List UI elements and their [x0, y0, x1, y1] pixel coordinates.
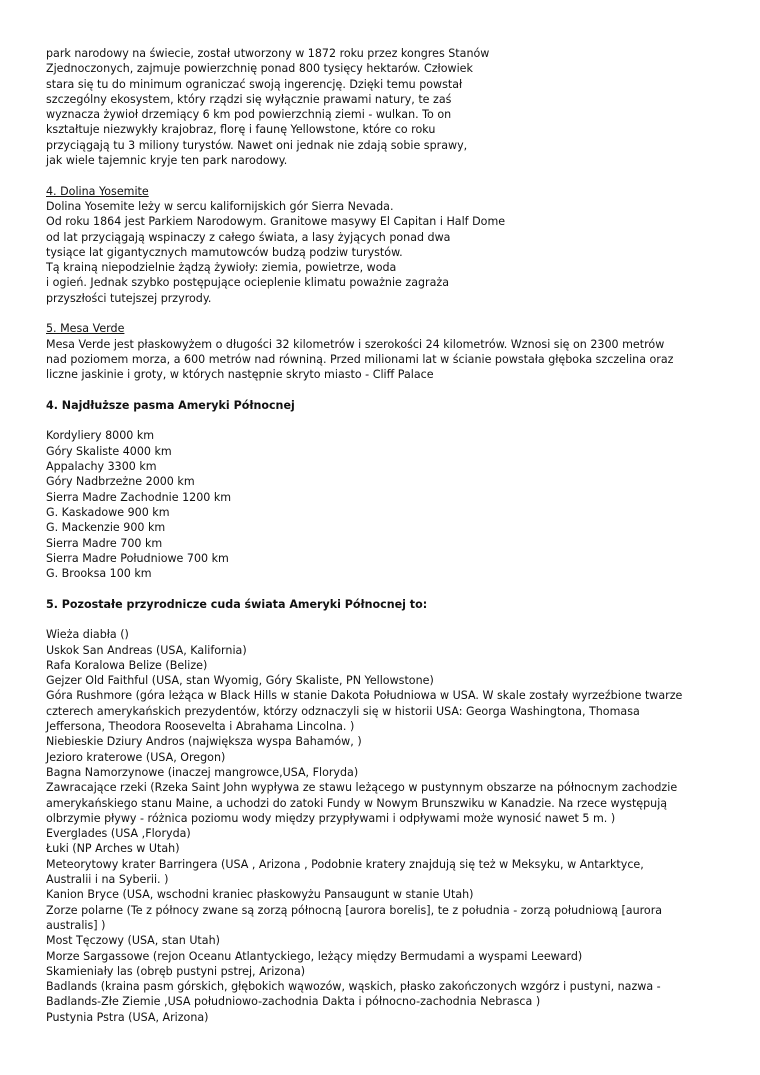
list-item: Góra Rushmore (góra leżąca w Black Hills w stanie Dakota Południowa w USA. W skale zostały wyrzeźbione twarze [46, 689, 683, 703]
list-item: Appalachy 3300 km [46, 460, 157, 474]
section-heading-yosemite: 4. Dolina Yosemite [46, 184, 149, 198]
list-item: Meteorytowy krater Barringera (USA , Arizona , Podobnie kratery znajdują się też w Meksyku, w Antarktyce, [46, 857, 644, 871]
wonders-section [46, 597, 720, 1025]
list-item: G. Mackenzie 900 km [46, 521, 166, 535]
text-line: kształtuje niezwykły krajobraz, florę i faunę Yellowstone, które co roku [46, 123, 436, 137]
text-line: jak wiele tajemnic kryje ten park narodowy. [46, 154, 288, 168]
text-line: Dolina Yosemite leży w sercu kalifornijskich gór Sierra Nevada. [46, 199, 394, 213]
list-item: Morze Sargassowe (rejon Oceanu Atlantyckiego, leżący między Bermudami a wyspami Leeward) [46, 949, 583, 963]
list-item: Rafa Koralowa Belize (Belize) [46, 658, 208, 672]
text-line: wyznacza żywioł drzemiący 6 km pod powierzchnią ziemi - wulkan. To on [46, 108, 452, 122]
text-line: szczególny ekosystem, który rządzi się wyłącznie prawami natury, te zaś [46, 92, 452, 106]
text-line: tysiące lat gigantycznych mamutowców budzą podziw turystów. [46, 245, 403, 259]
list-item: Zorze polarne (Te z północy zwane są zorzą północną [aurora borelis], te z południa - zorzą południową [aurora [46, 903, 663, 917]
spacer [46, 306, 720, 321]
text-line: nad poziomem morza, a 600 metrów nad równiną. Przed milionami lat w ścianie powstała głęboka szczelina oraz [46, 352, 674, 366]
list-item: Badlands (kraina pasm górskich, głębokich wąwozów, wąskich, płasko zakończonych wzgórz i pustyni, nazwa - [46, 980, 661, 994]
list-item: Badlands-Złe Ziemie ,USA południowo-zachodnia Dakta i północno-zachodnia Nebrasca ) [46, 995, 541, 1009]
list-item: amerykańskiego stanu Maine, a uchodzi do zatoki Fundy w Nowym Brunszwiku w Kanadzie. Na rzece występują [46, 796, 668, 810]
text-line: od lat przyciągają wspinaczy z całego świata, a lasy żyjących ponad dwa [46, 230, 451, 244]
list-item: G. Brooksa 100 km [46, 567, 152, 581]
list-item: Jezioro kraterowe (USA, Oregon) [46, 750, 226, 764]
text-line: przyciągają tu 3 miliony turystów. Nawet oni jednak nie zdają sobie sprawy, [46, 138, 468, 152]
text-line: Tą krainą niepodzielnie żądzą żywioły: ziemia, powietrze, woda [46, 261, 397, 275]
list-item: Gejzer Old Faithful (USA, stan Wyomig, Góry Skaliste, PN Yellowstone) [46, 674, 434, 688]
list-item: Everglades (USA ,Floryda) [46, 827, 191, 841]
yosemite-section [46, 184, 720, 306]
text-line: Od roku 1864 jest Parkiem Narodowym. Granitowe masywy El Capitan i Half Dome [46, 215, 506, 229]
list-item: Jeffersona, Theodora Roosevelta i Abrahama Lincolna. ) [46, 720, 355, 734]
text-line: liczne jaskinie i groty, w których następnie skryto miasto - Cliff Palace [46, 368, 434, 382]
list-item: Sierra Madre Południowe 700 km [46, 551, 229, 565]
text-line: Zjednoczonych, zajmuje powierzchnię ponad 800 tysięcy hektarów. Człowiek [46, 62, 473, 76]
section-heading-mesa-verde: 5. Mesa Verde [46, 322, 125, 336]
list-item: Wieża diabła () [46, 628, 129, 642]
list-item: Uskok San Andreas (USA, Kalifornia) [46, 643, 247, 657]
spacer [46, 383, 720, 398]
spacer [46, 612, 720, 627]
text-line: i ogień. Jednak szybko postępujące ocieplenie klimatu poważnie zagraża [46, 276, 450, 290]
list-item: australis] ) [46, 918, 106, 932]
list-item: Kanion Bryce (USA, wschodni kraniec płaskowyżu Pansaugunt w stanie Utah) [46, 888, 474, 902]
list-item: Góry Skaliste 4000 km [46, 444, 172, 458]
list-item: Kordyliery 8000 km [46, 429, 155, 443]
section-heading-wonders: 5. Pozostałe przyrodnicze cuda świata Ameryki Północnej to: [46, 597, 428, 611]
text-line: przyszłości tutejszej przyrody. [46, 291, 212, 305]
text-line: park narodowy na świecie, został utworzony w 1872 roku przez kongres Stanów [46, 47, 490, 60]
spacer [46, 581, 720, 596]
list-item: Sierra Madre 700 km [46, 536, 163, 550]
list-item: Most Tęczowy (USA, stan Utah) [46, 934, 220, 948]
list-item: Pustynia Pstra (USA, Arizona) [46, 1010, 209, 1024]
section-heading-ranges: 4. Najdłuższe pasma Ameryki Północnej [46, 398, 295, 412]
list-item: Łuki (NP Arches w Utah) [46, 842, 180, 856]
list-item: Zawracające rzeki (Rzeka Saint John wypływa ze stawu leżącego w pustynnym obszarze na północnym zachodzie [46, 781, 678, 795]
text-line: stara się tu do minimum ograniczać swoją ingerencję. Dzięki temu powstał [46, 77, 463, 91]
list-item: czterech amerykańskich prezydentów, którzy odznaczyli się w historii USA: Georga Washingtona, Thomasa [46, 704, 640, 718]
text-line: Mesa Verde jest płaskowyżem o długości 32 kilometrów i szerokości 24 kilometrów. Wznosi się on 2300 metrów [46, 337, 665, 351]
list-item: olbrzymie pływy - różnica poziomu wody między przypływami i odpływami może wynosić nawet 5 m. ) [46, 811, 616, 825]
list-item: Bagna Namorzynowe (inaczej mangrowce,USA, Floryda) [46, 765, 359, 779]
list-item: Sierra Madre Zachodnie 1200 km [46, 490, 232, 504]
spacer [46, 413, 720, 428]
list-item: Góry Nadbrzeżne 2000 km [46, 475, 195, 489]
list-item: Niebieskie Dziury Andros (największa wyspa Bahamów, ) [46, 735, 362, 749]
mesa-verde-section [46, 321, 720, 382]
ranges-section [46, 398, 720, 582]
list-item: Skamieniały las (obręb pustyni pstrej, Arizona) [46, 964, 306, 978]
list-item: G. Kaskadowe 900 km [46, 505, 170, 519]
intro-paragraph [46, 46, 720, 168]
list-item: Australii i na Syberii. ) [46, 873, 169, 887]
spacer [46, 168, 720, 183]
